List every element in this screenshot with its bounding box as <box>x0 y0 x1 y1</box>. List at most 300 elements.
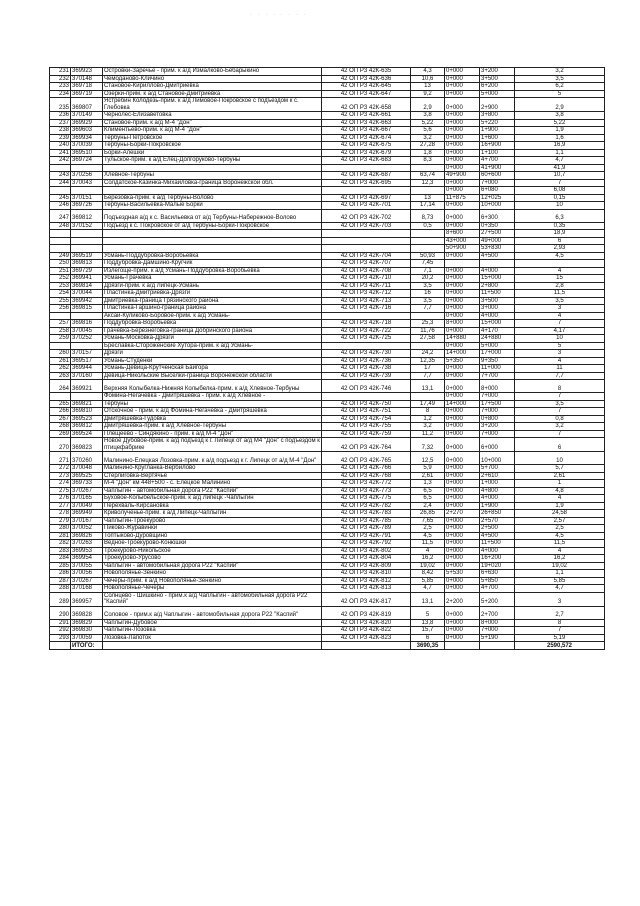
road-name: Пластинка-Дмитриевка-Дрязги <box>103 290 322 298</box>
row-number: 281 <box>50 532 71 540</box>
table-row <box>50 627 605 635</box>
section-start: 49+900 <box>445 172 480 180</box>
table-row <box>50 495 605 503</box>
section-start: 5+350 <box>445 357 480 365</box>
road-name: Чаплыгин - автомобильная дорога Р22 "Каспий" <box>103 562 322 570</box>
table-row <box>50 252 605 260</box>
section-end: 60+600 <box>480 172 515 180</box>
registration-number: 42 ОП РЗ 42К-725 <box>322 335 411 343</box>
road-name: Тербуны-Петровское <box>103 134 322 142</box>
table-row <box>50 342 605 350</box>
road-length: 6,5 <box>411 487 445 495</box>
total-name-cell <box>103 642 322 650</box>
road-length: 4 <box>411 547 445 555</box>
section-start: 0+000 <box>445 465 480 473</box>
table-row <box>50 172 605 180</box>
road-code: 370044 <box>71 290 103 298</box>
section-start: 14+000 <box>445 400 480 408</box>
section-length: 4,7 <box>515 157 605 165</box>
road-length: 8,42 <box>411 570 445 578</box>
registration-number: 42 ОП РЗ 42К-645 <box>322 83 411 91</box>
row-number: 237 <box>50 119 71 127</box>
registration-number: 42 ОП РЗ 42К-782 <box>322 502 411 510</box>
table-body <box>50 68 605 642</box>
table-row <box>50 320 605 328</box>
section-length: 10,7 <box>515 172 605 180</box>
section-start: 0+000 <box>445 312 480 320</box>
table-row <box>50 532 605 540</box>
road-name: Малинино-Кругланка-Вербилово <box>103 465 322 473</box>
road-code: 370160 <box>71 372 103 380</box>
table-row <box>50 585 605 593</box>
table-row <box>50 502 605 510</box>
road-name: Топтыково-Дуровщино <box>103 532 322 540</box>
registration-number: 42 ОП РЗ 42К-746 <box>322 380 411 393</box>
registration-number: 42 ОП РЗ 42К-819 <box>322 606 411 619</box>
registration-number: 42 ОП РЗ 42К-711 <box>322 282 411 290</box>
table-row <box>50 149 605 157</box>
section-end: 16+900 <box>480 142 515 150</box>
section-end: 4+700 <box>480 585 515 593</box>
row-number: 267 <box>50 415 71 423</box>
table-row <box>50 187 605 195</box>
section-end: 8+000 <box>480 380 515 393</box>
row-number: 279 <box>50 517 71 525</box>
section-length: 3,5 <box>515 400 605 408</box>
total-pk-from-cell <box>445 642 480 650</box>
registration-number: 42 ОП РЗ 42К-739 <box>322 372 411 380</box>
road-code: 369921 <box>71 380 103 393</box>
section-length: 19,02 <box>515 562 605 570</box>
table-row <box>50 487 605 495</box>
road-code: 369954 <box>71 555 103 563</box>
section-start: 0+000 <box>445 517 480 525</box>
section-end: 1+900 <box>480 502 515 510</box>
table-row <box>50 335 605 343</box>
section-end: 15+000 <box>480 320 515 328</box>
section-end: 10+000 <box>480 452 515 465</box>
section-length: 7 <box>515 393 605 401</box>
road-name: Бреславка-Стороженские Хутора-прим. к а/д Усмань- <box>103 342 322 350</box>
section-start: 0+000 <box>445 408 480 416</box>
section-length: 15 <box>515 275 605 283</box>
road-length: 6,5 <box>411 495 445 503</box>
road-name: Хлевное-Тербуны <box>103 172 322 180</box>
road-name: Поддубровка-Воробьевка <box>103 320 322 328</box>
section-end: 2+500 <box>480 525 515 533</box>
registration-number: 42 ОП РЗ 42К-813 <box>322 585 411 593</box>
section-start: 0+000 <box>445 83 480 91</box>
section-end: 5+000 <box>480 342 515 350</box>
road-name <box>103 187 322 195</box>
row-number: 287 <box>50 577 71 585</box>
road-name: Малинино-Елецкая Лозовка-прим. к а/д подъезд к г. Липецк от а/д М-4 "Дон" <box>103 452 322 465</box>
row-number: 252 <box>50 275 71 283</box>
road-name <box>103 245 322 253</box>
table-row <box>50 90 605 98</box>
row-number: 253 <box>50 282 71 290</box>
road-name: Новое Дубовое-прим. к а/д подъезд к г. Липецк от а/д М4 "Дон" с подъездом к птицефабрике <box>104 438 320 451</box>
section-end: 6+080 <box>480 187 515 195</box>
road-code: 369813 <box>71 260 103 268</box>
section-start: 0+000 <box>445 372 480 380</box>
section-start: 0+000 <box>445 290 480 298</box>
section-start: 0+000 <box>445 267 480 275</box>
section-start: 0+000 <box>445 438 480 452</box>
road-name: Ведное-Троекурово-Конюшки <box>103 540 322 548</box>
total-label: ИТОГО: <box>71 642 103 650</box>
table-row <box>50 290 605 298</box>
section-end: 3+000 <box>480 305 515 313</box>
road-name: Тульское-прим. к а/д Елец-Долгоруково-Тербуны <box>103 157 322 165</box>
road-code: 370056 <box>71 570 103 578</box>
section-end: 3+800 <box>480 112 515 120</box>
registration-number: 42 ОП РЗ 42К-759 <box>322 430 411 438</box>
road-length <box>411 342 445 350</box>
road-code: 370157 <box>71 350 103 358</box>
section-start: 5+530 <box>445 570 480 578</box>
road-code: 369830 <box>71 627 103 635</box>
table-row <box>50 562 605 570</box>
section-start: 14+880 <box>445 335 480 343</box>
road-length: 8 <box>411 408 445 416</box>
road-name: Новополянье-Чечеры <box>103 585 322 593</box>
road-code: 369942 <box>71 297 103 305</box>
table-row <box>50 452 605 465</box>
section-length: 10 <box>515 202 605 210</box>
road-length: 16 <box>411 290 445 298</box>
section-length: 3 <box>515 350 605 358</box>
road-code: 370043 <box>71 179 103 187</box>
registration-number: 42 ОП РЗ 42К-718 <box>322 320 411 328</box>
row-number: 289 <box>50 592 71 606</box>
section-length: 24,58 <box>515 510 605 518</box>
section-start: 0+000 <box>445 380 480 393</box>
row-number: 288 <box>50 585 71 593</box>
section-start: 0+000 <box>445 472 480 480</box>
road-name: Перехваль-Кирсановка <box>103 502 322 510</box>
section-start: 0+000 <box>445 164 480 172</box>
road-code: 369815 <box>71 305 103 313</box>
road-name: Чечеры-прим. к а/д Новополянье-Зенкино <box>103 577 322 585</box>
road-name: Отскочное - прим. к а/д Фомина-Негачевка - Дмитряшевка <box>103 408 322 416</box>
road-code: 369733 <box>71 480 103 488</box>
table-row <box>50 157 605 165</box>
road-name: Озерки-прим. к а/д Становое-Дмитриевка <box>103 90 322 98</box>
registration-number: 42 ОП РЗ 42К-783 <box>322 510 411 518</box>
table-row <box>50 408 605 416</box>
road-code: 370260 <box>71 452 103 465</box>
registration-number: 42 ОП РЗ 42К-683 <box>322 157 411 165</box>
road-name: Излегоще-прим. к а/д Усмань-Поддубровка-Воробьевка <box>103 267 322 275</box>
road-name: Ястребин Колодезь-прим. к а/д Лимовое-Покровское с подъездом к с. Глебовка <box>103 98 322 112</box>
section-start: 0+000 <box>445 179 480 187</box>
row-number: 260 <box>50 350 71 358</box>
table-row <box>50 606 605 619</box>
section-length: 4,7 <box>515 585 605 593</box>
road-length: 7,7 <box>411 372 445 380</box>
row-number: 239 <box>50 134 71 142</box>
road-name: Солнцево - Шишкино - прим.к а/д Чаплыгин - автомобильная дорога Р22 "Каспий" <box>103 592 322 606</box>
registration-number: 42 ОП РЗ 42К-804 <box>322 555 411 563</box>
section-end: 16+200 <box>480 555 515 563</box>
section-length: 2,93 <box>515 245 605 253</box>
row-number: 254 <box>50 290 71 298</box>
section-start: 0+000 <box>445 585 480 593</box>
road-name <box>103 237 322 245</box>
road-code: 369929 <box>71 119 103 127</box>
road-code: 369953 <box>71 547 103 555</box>
section-start: 0+000 <box>445 627 480 635</box>
section-start: 0+000 <box>445 282 480 290</box>
road-length: 13,1 <box>411 380 445 393</box>
section-end: 0+800 <box>480 415 515 423</box>
registration-number <box>322 312 411 320</box>
row-number: 246 <box>50 202 71 210</box>
row-number: 276 <box>50 495 71 503</box>
table-row <box>50 297 605 305</box>
section-end: 4+000 <box>480 547 515 555</box>
section-start: 0+000 <box>445 555 480 563</box>
section-length: 4 <box>515 495 605 503</box>
section-length: 3 <box>515 592 605 606</box>
table-row <box>50 547 605 555</box>
road-name: Тербуны <box>103 400 322 408</box>
row-number: 235 <box>50 98 71 112</box>
row-number: 273 <box>50 472 71 480</box>
road-name: Усмань-Поддубровка-Воробьевка <box>103 252 322 260</box>
section-end: 11+000 <box>480 365 515 373</box>
table-row <box>50 540 605 548</box>
section-end: 4+500 <box>480 252 515 260</box>
table-row <box>50 112 605 120</box>
road-length: 9,2 <box>411 90 445 98</box>
section-length: 41,9 <box>515 164 605 172</box>
row-number: 255 <box>50 297 71 305</box>
road-name: Пластинка-Гаршино-граница района <box>103 305 322 313</box>
section-length: 1,1 <box>515 570 605 578</box>
table-row <box>50 577 605 585</box>
section-length: 11,5 <box>515 290 605 298</box>
section-start: 0+000 <box>445 415 480 423</box>
section-end: 2+800 <box>480 282 515 290</box>
table-row <box>50 634 605 642</box>
registration-number <box>322 164 411 172</box>
road-code: 369603 <box>71 127 103 135</box>
section-start: 0+000 <box>445 149 480 157</box>
section-start: 0+000 <box>445 142 480 150</box>
registration-number: 42 ОП РЗ 42К-663 <box>322 119 411 127</box>
road-length: 5,85 <box>411 577 445 585</box>
registration-number: 42 ОП РЗ 42К-736 <box>322 357 411 365</box>
section-length: 6,2 <box>515 83 605 91</box>
row-number: 256 <box>50 305 71 313</box>
road-length: 11,76 <box>411 327 445 335</box>
registration-number: 42 ОП РЗ 42К-667 <box>322 127 411 135</box>
registration-number: 42 ОП РЗ 42К-687 <box>322 172 411 180</box>
table-row <box>50 327 605 335</box>
row-number: 291 <box>50 619 71 627</box>
section-end: 5+000 <box>480 90 515 98</box>
road-name: Верхняя Колыбелка-Нижняя Колыбелка-прим. к а/д Хлевное-Тербуны <box>103 380 322 393</box>
registration-number: 42 ОП РЗ 42К-772 <box>322 480 411 488</box>
road-code: 369923 <box>71 68 103 76</box>
section-end: 5+200 <box>480 592 515 606</box>
section-length: 18,9 <box>515 230 605 238</box>
row-number: 247 <box>50 209 71 222</box>
row-number: 251 <box>50 267 71 275</box>
row-number <box>50 164 71 172</box>
road-code: 369812 <box>71 209 103 222</box>
road-length: 20,2 <box>411 275 445 283</box>
road-length: 7,1 <box>411 267 445 275</box>
section-length: 7 <box>515 627 605 635</box>
registration-number: 42 ОП РЗ 42К-701 <box>322 202 411 210</box>
section-length: 5 <box>515 342 605 350</box>
road-length: 16,2 <box>411 555 445 563</box>
registration-number: 42 ОП РЗ 42К-755 <box>322 423 411 431</box>
road-name: Криволученье-прим. к а/д Липецк-Чаплыгин <box>103 510 322 518</box>
road-length: 1,8 <box>411 149 445 157</box>
road-name: Пиково-Журавинки <box>103 525 322 533</box>
total-length: 3690,35 <box>411 642 445 650</box>
section-start: 0+000 <box>445 305 480 313</box>
section-end: 1+600 <box>480 134 515 142</box>
table-row <box>50 267 605 275</box>
road-length: 1,2 <box>411 415 445 423</box>
row-number: 261 <box>50 357 71 365</box>
road-code: 369729 <box>71 267 103 275</box>
road-code: 369510 <box>71 149 103 157</box>
road-code: 369826 <box>71 532 103 540</box>
row-number: 277 <box>50 502 71 510</box>
road-length: 19,02 <box>411 562 445 570</box>
section-end: 4+000 <box>480 267 515 275</box>
registration-number: 42 ОП РЗ 42К-750 <box>322 400 411 408</box>
registration-number: 42 ОП РЗ 42К-712 <box>322 290 411 298</box>
section-start: 0+000 <box>445 540 480 548</box>
section-end: 7+000 <box>480 393 515 401</box>
row-number: 257 <box>50 320 71 328</box>
road-name: Буховое-Колыбельское-прим. к а/д Липецк -Чаплыгин <box>103 495 322 503</box>
section-length: 3,5 <box>515 297 605 305</box>
section-end: 4+500 <box>480 532 515 540</box>
road-name: Аксай-Куликово-Боровое-прим. к а/д Усмань- <box>103 312 322 320</box>
table-row <box>50 438 605 452</box>
road-length: 7,45 <box>411 260 445 268</box>
road-name: Троекурово-Урусово <box>103 555 322 563</box>
section-length: 2,61 <box>515 472 605 480</box>
table-row <box>50 555 605 563</box>
registration-number: 42 ОП РЗ 42К-773 <box>322 487 411 495</box>
section-start: 0+000 <box>445 634 480 642</box>
table-row <box>50 119 605 127</box>
row-number: 248 <box>50 222 71 230</box>
road-length: 3,8 <box>411 112 445 120</box>
road-length <box>411 312 445 320</box>
registration-number: 42 ОП РЗ 42К-765 <box>322 452 411 465</box>
section-start: 0+000 <box>445 222 480 230</box>
section-end: 6+300 <box>480 209 515 222</box>
registration-number: 42 ОП РЗ 42К-702 <box>322 209 411 222</box>
table-row <box>50 98 605 112</box>
table-row <box>50 393 605 401</box>
section-length: 2,5 <box>515 525 605 533</box>
section-length: 11 <box>515 365 605 373</box>
section-length: 6,08 <box>515 187 605 195</box>
row-number: 271 <box>50 452 71 465</box>
row-number <box>50 312 71 320</box>
road-name: Подъездная а/д к с. Васильевка от а/д Тербуны-Набережное-Волово <box>103 209 322 222</box>
section-length: 7 <box>515 179 605 187</box>
road-name <box>103 230 322 238</box>
road-name: Соловое - прим.к а/д Чаплыгин - автомобильная дорога Р22 "Каспий" <box>103 606 322 619</box>
road-length: 12,5 <box>411 452 445 465</box>
road-name: Чаплыгин-Дубовое <box>103 619 322 627</box>
row-number: 292 <box>50 627 71 635</box>
section-end: 5+220 <box>480 119 515 127</box>
row-number <box>50 342 71 350</box>
road-code: 370055 <box>71 562 103 570</box>
registration-number <box>322 230 411 238</box>
road-code: 369517 <box>71 357 103 365</box>
row-number: 238 <box>50 127 71 135</box>
section-length: 3 <box>515 305 605 313</box>
road-code: 369944 <box>71 365 103 373</box>
section-start: 0+000 <box>445 98 480 112</box>
section-start: 0+000 <box>445 209 480 222</box>
registration-number <box>322 245 411 253</box>
row-number: 242 <box>50 157 71 165</box>
registration-number: 42 ОП РЗ 42К-768 <box>322 472 411 480</box>
section-length: 4,5 <box>515 532 605 540</box>
section-end: 1+000 <box>480 480 515 488</box>
section-length: 6 <box>515 438 605 452</box>
registration-number: 42 ОП РЗ 42К-789 <box>322 525 411 533</box>
section-length: 7,7 <box>515 372 605 380</box>
road-code: 369823 <box>71 438 103 452</box>
section-end: 49+000 <box>480 237 515 245</box>
registration-number: 42 ОП РЗ 42К-791 <box>322 532 411 540</box>
section-start: 0+000 <box>445 423 480 431</box>
road-code: 370148 <box>71 75 103 83</box>
registration-number: 42 ОП РЗ 42К-716 <box>322 305 411 313</box>
section-length: 5 <box>515 90 605 98</box>
row-number: 278 <box>50 510 71 518</box>
road-name: Чаплыгин-Троекурово <box>103 517 322 525</box>
row-number: 293 <box>50 634 71 642</box>
section-length: 0,35 <box>515 222 605 230</box>
road-length: 2,9 <box>411 98 445 112</box>
road-code: 370039 <box>71 142 103 150</box>
road-code: 370252 <box>71 335 103 343</box>
road-length: 5 <box>411 606 445 619</box>
registration-number: 42 ОП РЗ 42К-730 <box>322 350 411 358</box>
road-length: 4,3 <box>411 68 445 76</box>
section-end: 6+000 <box>480 438 515 452</box>
road-length <box>411 187 445 195</box>
registration-number: 42 ОП РЗ 42К-766 <box>322 465 411 473</box>
section-length: 3,2 <box>515 68 605 76</box>
section-start: 43+000 <box>445 237 480 245</box>
total-pk-to-cell <box>480 642 515 650</box>
section-start: 0+000 <box>445 480 480 488</box>
section-length: 4,17 <box>515 327 605 335</box>
row-number: 270 <box>50 438 71 452</box>
registration-number: 42 ОП РЗ 42К-810 <box>322 570 411 578</box>
road-name: Дмитряшевка-Гудовка <box>103 415 322 423</box>
section-start: 0+000 <box>445 577 480 585</box>
